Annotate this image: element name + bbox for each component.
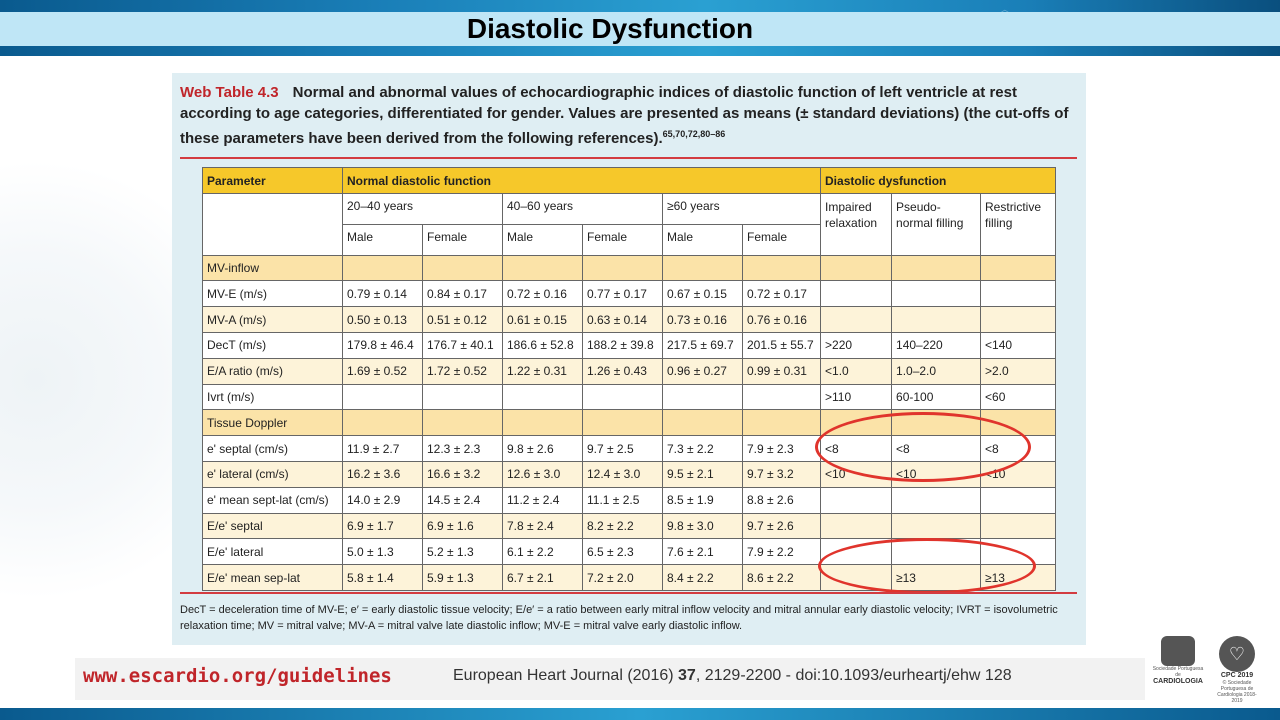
table-cell [821,255,892,281]
table-cell: 7.9 ± 2.3 [743,436,821,462]
table-cell: 1.22 ± 0.31 [503,358,583,384]
caption-label: Web Table 4.3 [180,84,279,101]
table-cell: 1.0–2.0 [892,358,981,384]
caption-divider [180,157,1077,159]
row-label: MV-inflow [203,255,343,281]
row-label: Tissue Doppler [203,410,343,436]
table-row [203,513,1056,539]
logo-left-name: CARDIOLOGIA [1153,678,1203,685]
table-cell [821,281,892,307]
caption-refs: 65,70,72,80–86 [662,129,726,139]
row-label: e' lateral (cm/s) [203,461,343,487]
gender-cell: Female [583,224,663,255]
table-cell: 8.4 ± 2.2 [663,565,743,591]
table-cell: 0.72 ± 0.17 [743,281,821,307]
table-cell [821,487,892,513]
table-cell: 6.9 ± 1.7 [343,513,423,539]
journal-prefix: European Heart Journal (2016) [453,667,679,684]
age-group-1: 20–40 years [343,194,503,225]
table-cell [583,384,663,410]
table-cell: 1.69 ± 0.52 [343,358,423,384]
age-group-2: 40–60 years [503,194,663,225]
table-cell [743,410,821,436]
table-cell: 5.9 ± 1.3 [423,565,503,591]
table-cell: 0.73 ± 0.16 [663,307,743,333]
table-cell: 7.8 ± 2.4 [503,513,583,539]
table-cell: ≥13 [981,565,1056,591]
table-cell: 12.3 ± 2.3 [423,436,503,462]
table-cell: 9.7 ± 3.2 [743,461,821,487]
table-cell [821,513,892,539]
table-cell: 6.7 ± 2.1 [503,565,583,591]
header-blank [203,194,343,256]
row-label: E/e' septal [203,513,343,539]
header-parameter: Parameter [203,168,343,194]
table-row [203,281,1056,307]
table-caption [180,82,1080,149]
highlight-ellipse-tissue-doppler [815,412,1031,482]
table-cell: 176.7 ± 40.1 [423,332,503,358]
table-cell [892,281,981,307]
table-cell [343,255,423,281]
dys-restrictive: Restrictive filling [981,194,1056,256]
gender-cell: Female [743,224,821,255]
table-header-row [203,168,1056,194]
diastolic-table [202,167,1055,591]
table-cell: 9.8 ± 3.0 [663,513,743,539]
heart-circle-icon: ♡ [1219,636,1255,672]
table-cell [343,384,423,410]
table-cell: 217.5 ± 69.7 [663,332,743,358]
table-cell: 7.9 ± 2.2 [743,539,821,565]
journal-suffix: , 2129-2200 - doi:10.1093/eurheartj/ehw 128 [695,667,1012,684]
table-cell [892,513,981,539]
table-cell: 5.2 ± 1.3 [423,539,503,565]
table-cell: 7.6 ± 2.1 [663,539,743,565]
table-cell: 7.3 ± 2.2 [663,436,743,462]
cpc-logo [1212,636,1262,704]
table-bottom-divider [180,592,1077,594]
table-cell [503,410,583,436]
table-cell [663,384,743,410]
header-dysfunction: Diastolic dysfunction [821,168,1056,194]
gender-cell: Female [423,224,503,255]
table-cell: <1.0 [821,358,892,384]
table-cell: <8 [892,436,981,462]
row-label: Ivrt (m/s) [203,384,343,410]
heart-logo-icon [1161,636,1195,666]
table-cell: 8.2 ± 2.2 [583,513,663,539]
table-cell: 8.8 ± 2.6 [743,487,821,513]
table-cell [423,255,503,281]
table-cell: 14.5 ± 2.4 [423,487,503,513]
row-label: MV-A (m/s) [203,307,343,333]
table-cell [981,307,1056,333]
row-label: E/A ratio (m/s) [203,358,343,384]
table-cell: 9.7 ± 2.6 [743,513,821,539]
table-cell: 0.79 ± 0.14 [343,281,423,307]
table-cell [981,281,1056,307]
header-normal: Normal diastolic function [343,168,821,194]
table-cell: 0.76 ± 0.16 [743,307,821,333]
table-cell: 5.0 ± 1.3 [343,539,423,565]
table-cell: 11.1 ± 2.5 [583,487,663,513]
table-cell: <140 [981,332,1056,358]
table-cell [743,255,821,281]
row-label: e' septal (cm/s) [203,436,343,462]
table-row [203,332,1056,358]
table-cell: 60-100 [892,384,981,410]
table-cell: 9.7 ± 2.5 [583,436,663,462]
table-cell: <10 [981,461,1056,487]
table-cell [892,255,981,281]
gender-cell: Male [503,224,583,255]
table-cell [583,255,663,281]
dys-pseudo: Pseudo-normal filling [892,194,981,256]
row-label: E/e' mean sep-lat [203,565,343,591]
table-cell [583,410,663,436]
table-cell: <10 [892,461,981,487]
table-cell: 0.96 ± 0.27 [663,358,743,384]
age-group-row [203,194,1056,225]
table-row [203,358,1056,384]
table-cell: 1.72 ± 0.52 [423,358,503,384]
table-cell: 140–220 [892,332,981,358]
table-cell [663,410,743,436]
spc-logo [1150,636,1206,686]
row-label: e' mean sept-lat (cm/s) [203,487,343,513]
table-cell: 16.2 ± 3.6 [343,461,423,487]
table-cell: >220 [821,332,892,358]
table-cell: 6.5 ± 2.3 [583,539,663,565]
journal-citation [453,667,1012,685]
table-cell: 7.2 ± 2.0 [583,565,663,591]
table-cell: <8 [981,436,1056,462]
row-label: E/e' lateral [203,539,343,565]
table-cell [423,384,503,410]
table-cell [663,255,743,281]
table-row [203,487,1056,513]
table-cell: 0.67 ± 0.15 [663,281,743,307]
highlight-ellipse-ee-ratio [818,538,1036,594]
table-row [203,307,1056,333]
table-cell: 0.99 ± 0.31 [743,358,821,384]
bottom-banner [0,708,1280,720]
table-cell: 1.26 ± 0.43 [583,358,663,384]
table-cell [343,410,423,436]
table-cell [981,487,1056,513]
table-cell: 6.9 ± 1.6 [423,513,503,539]
table-cell: <10 [821,461,892,487]
table-cell: 0.61 ± 0.15 [503,307,583,333]
table-cell: 6.1 ± 2.2 [503,539,583,565]
table-footnote: DecT = deceleration time of MV-E; e′ = early diastolic tissue velocity; E/e′ = a ratio between early mitral inflow velocity and mitral annular early diastolic velocity; IVRT = isovolumetric relaxation time; MV = mitral valve; MV-A = mitral valve late diastolic inflow; MV-E = mitral valve early diastolic inflow. [180,604,1058,632]
logo-left-sub: Sociedade Portuguesa de [1152,666,1204,678]
table-cell [423,410,503,436]
dys-impaired: Impaired relaxation [821,194,892,256]
table-row [203,384,1056,410]
table-cell [743,384,821,410]
table-cell: <60 [981,384,1056,410]
table-cell [503,255,583,281]
table-cell: 16.6 ± 3.2 [423,461,503,487]
table-cell: 12.4 ± 3.0 [583,461,663,487]
gender-cell: Male [663,224,743,255]
table-cell [892,487,981,513]
table-cell [821,307,892,333]
table-cell: 5.8 ± 1.4 [343,565,423,591]
table-cell: 0.51 ± 0.12 [423,307,503,333]
table-cell: 0.84 ± 0.17 [423,281,503,307]
row-label: DecT (m/s) [203,332,343,358]
table-cell: 8.5 ± 1.9 [663,487,743,513]
row-label: MV-E (m/s) [203,281,343,307]
website-link[interactable]: www.escardio.org/guidelines [83,665,392,687]
age-group-3: ≥60 years [663,194,821,225]
table-cell: 14.0 ± 2.9 [343,487,423,513]
table-cell: 0.77 ± 0.17 [583,281,663,307]
background-decoration [0,100,175,660]
table-cell [503,384,583,410]
table-cell: 0.50 ± 0.13 [343,307,423,333]
table-cell: 9.5 ± 2.1 [663,461,743,487]
table-cell [981,255,1056,281]
table-cell: 12.6 ± 3.0 [503,461,583,487]
logo-right-sub: © Sociedade Portuguesa de Cardiologia 2018-2019 [1217,680,1257,704]
table-cell: >2.0 [981,358,1056,384]
slide-title: Diastolic Dysfunction [466,13,754,44]
table-cell [981,513,1056,539]
table-cell: 186.6 ± 52.8 [503,332,583,358]
table-cell [892,307,981,333]
journal-volume: 37 [678,667,696,684]
table-cell: 11.9 ± 2.7 [343,436,423,462]
table-cell: 188.2 ± 39.8 [583,332,663,358]
table-cell: 179.8 ± 46.4 [343,332,423,358]
section-row [203,255,1056,281]
table-cell: 9.8 ± 2.6 [503,436,583,462]
table-cell: 201.5 ± 55.7 [743,332,821,358]
logo-right-name: CPC 2019 [1220,672,1254,679]
table-cell: 11.2 ± 2.4 [503,487,583,513]
table-cell: 0.72 ± 0.16 [503,281,583,307]
gender-cell: Male [343,224,423,255]
table-cell: 8.6 ± 2.2 [743,565,821,591]
table-cell: ≥13 [892,565,981,591]
table-cell: >110 [821,384,892,410]
table-cell: <8 [821,436,892,462]
table-cell: 0.63 ± 0.14 [583,307,663,333]
caption-text: Normal and abnormal values of echocardiographic indices of diastolic function of left ventricle at rest according to age categories, differentiated for gender. Values are presented as means (± standard deviations) (the cut-offs of these parameters have been derived from the following references). [180,84,1069,147]
